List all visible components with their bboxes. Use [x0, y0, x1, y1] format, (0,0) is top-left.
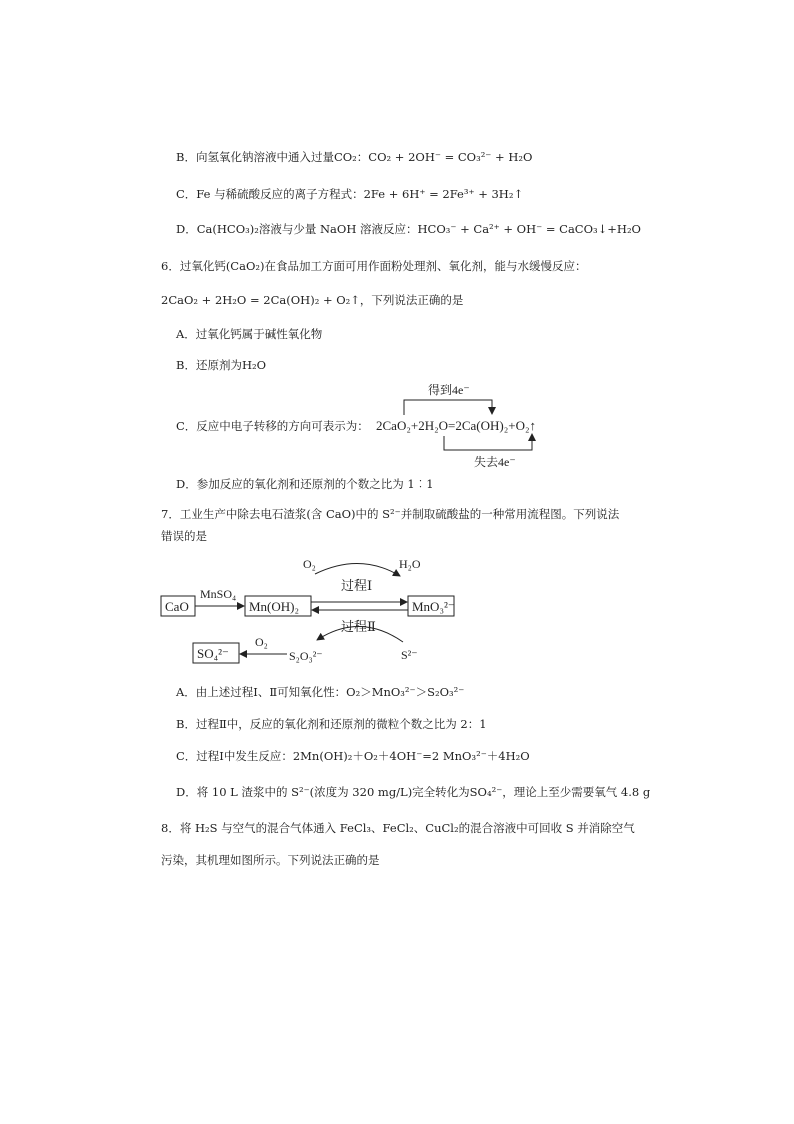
process1-label: 过程Ⅰ — [341, 578, 373, 593]
q7-stem-line2: 错误的是 — [161, 529, 207, 543]
mnso4-label: MnSO₄ — [200, 587, 237, 601]
gain-arrow-head — [488, 407, 496, 415]
q5-option-c: C．Fe 与稀硫酸反应的离子方程式：2Fe + 6H⁺ = 2Fe³⁺ + 3H₂↑ — [176, 187, 524, 201]
q5-option-d: D．Ca(HCO₃)₂溶液与少量 NaOH 溶液反应：HCO₃⁻ + Ca²⁺ + OH⁻ = CaCO₃↓+H₂O — [176, 222, 641, 236]
q7-stem-line1: 7．工业生产中除去电石渣浆(含 CaO)中的 S²⁻并制取硫酸盐的一种常用流程图。下列说法 — [161, 507, 620, 521]
s2o3-label: S₂O₃²⁻ — [289, 649, 323, 663]
cao-label: CaO — [165, 599, 189, 614]
q8-stem-line2: 污染，其机理如图所示。下列说法正确的是 — [161, 853, 380, 867]
so4-label: SO₄²⁻ — [197, 646, 229, 661]
h2o-label: H₂O — [399, 557, 421, 571]
q6-option-c: C．反应中电子转移的方向可表示为： — [176, 419, 369, 433]
electron-transfer-diagram — [370, 378, 570, 473]
reaction-equation: 2CaO₂+2H₂O=2Ca(OH)₂+O₂↑ — [376, 418, 536, 433]
gain-electrons-label: 得到4e⁻ — [428, 383, 470, 397]
o2-bottom-label: O₂ — [255, 635, 268, 649]
q6-stem-line2: 2CaO₂ + 2H₂O = 2Ca(OH)₂ + O₂↑，下列说法正确的是 — [161, 293, 464, 307]
q6-option-a: A．过氧化钙属于碱性氧化物 — [176, 327, 323, 341]
q6-option-b: B．还原剂为H₂O — [176, 358, 267, 372]
lose-arrow-head — [528, 433, 536, 441]
flow-diagram — [155, 552, 465, 670]
o2-top-label: O₂ — [303, 557, 316, 571]
q7-option-b: B．过程Ⅱ中，反应的氧化剂和还原剂的微粒个数之比为 2：1 — [176, 717, 487, 731]
q6-stem-line1: 6．过氧化钙(CaO₂)在食品加工方面可用作面粉处理剂、氧化剂，能与水缓慢反应： — [161, 259, 587, 273]
mnoh2-label: Mn(OH)₂ — [249, 599, 300, 614]
q7-option-c: C．过程Ⅰ中发生反应：2Mn(OH)₂＋O₂＋4OH⁻=2 MnO₃²⁻＋4H₂O — [176, 749, 530, 763]
q7-option-d: D．将 10 L 渣浆中的 S²⁻(浓度为 320 mg/L)完全转化为SO₄²⁻，理论上至少需要氧气 4.8 g — [176, 785, 651, 799]
process2-label: 过程Ⅱ — [341, 619, 376, 634]
q6-option-d: D．参加反应的氧化剂和还原剂的个数之比为 1︰1 — [176, 477, 434, 491]
q7-option-a: A．由上述过程Ⅰ、Ⅱ可知氧化性：O₂＞MnO₃²⁻＞S₂O₃²⁻ — [176, 685, 465, 699]
q8-stem-line1: 8．将 H₂S 与空气的混合气体通入 FeCl₃、FeCl₂、CuCl₂的混合溶液中可回收 S 并消除空气 — [161, 821, 635, 835]
s2-label: S²⁻ — [401, 648, 418, 662]
lose-electrons-label: 失去4e⁻ — [474, 455, 516, 469]
q5-option-b: B．向氢氧化钠溶液中通入过量CO₂：CO₂ + 2OH⁻ = CO₃²⁻ + H₂O — [176, 150, 533, 164]
mno3-label: MnO₃²⁻ — [412, 599, 455, 614]
process1-curve — [315, 563, 400, 576]
